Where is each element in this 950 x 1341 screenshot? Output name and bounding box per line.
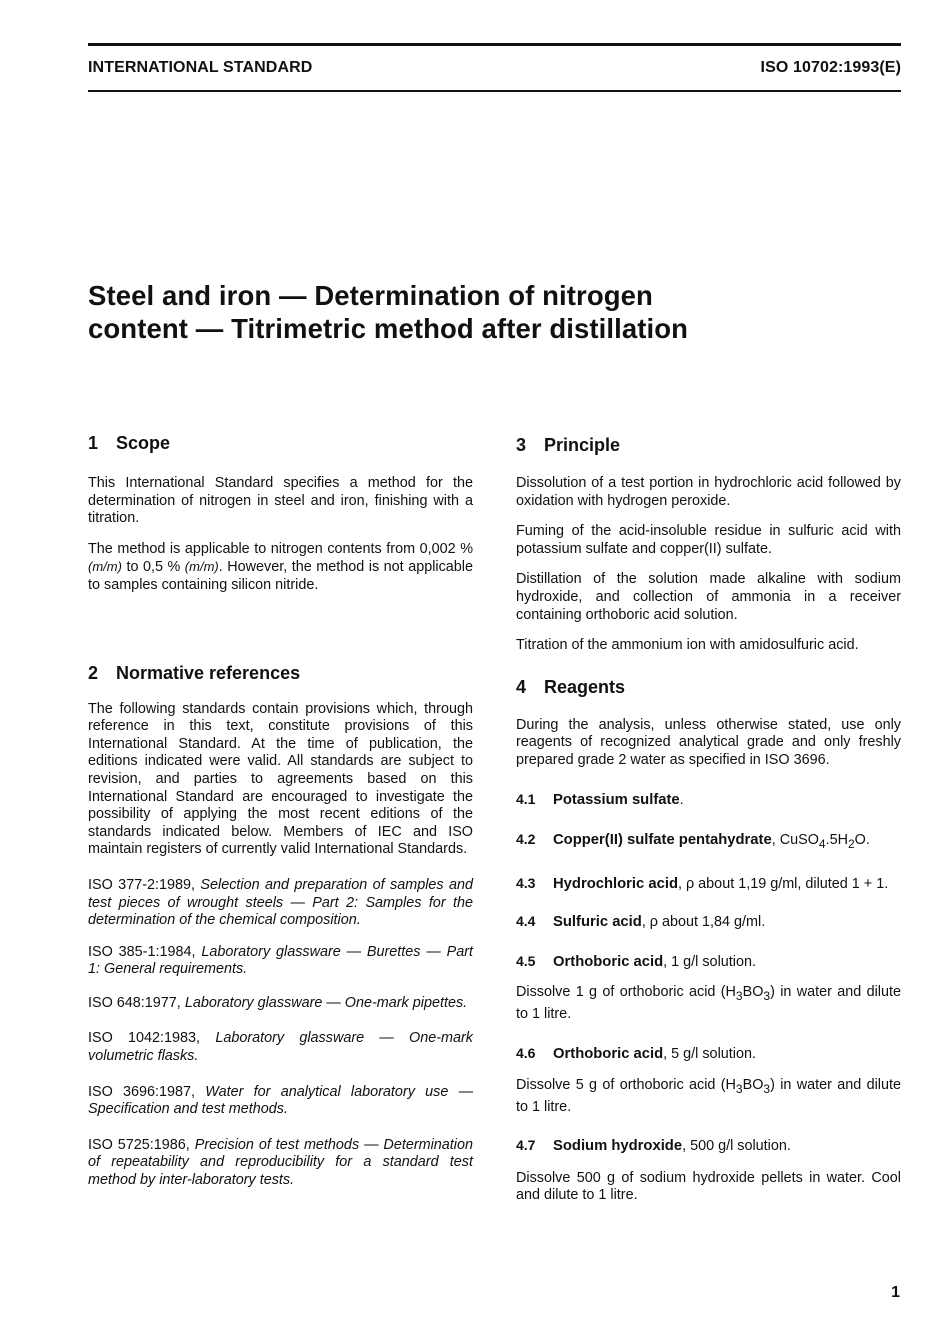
principle-paragraph: Distillation of the solution made alkaline with sodium hydroxide, and collection of ammonia in a receiver containing orthoboric acid solution. <box>516 571 901 623</box>
section-1-heading <box>88 431 473 455</box>
page-number: 1 <box>891 1284 900 1301</box>
section-title: Normative references <box>116 662 301 683</box>
section-number: 3 <box>516 435 527 455</box>
reference-item: ISO 648:1977, Laboratory glassware — One-mark pipettes. <box>88 994 468 1011</box>
top-rule-thick <box>88 43 901 46</box>
reagent-4-6: 4.6 Orthoboric acid, 5 g/l solution. <box>516 1045 756 1063</box>
document-title <box>88 279 688 345</box>
section-title: Scope <box>116 433 171 453</box>
reagent-4-5: 4.5 Orthoboric acid, 1 g/l solution. <box>516 952 756 970</box>
principle-paragraph: Fuming of the acid-insoluble residue in sulfuric acid with potassium sulfate and copper(II) sulfate. <box>516 523 901 557</box>
reagent-4-6-description: Dissolve 5 g of orthoboric acid $(H_3BO_3)$ in water and dilute to 1 litre. <box>516 1077 901 1115</box>
section-number: 4 <box>516 676 527 697</box>
right-column <box>516 431 901 1205</box>
reference-item: ISO 5725:1986, Precision of test methods — Determination of repeatability and reproducibility for a standard test method by inter-laboratory tests. <box>88 1136 474 1189</box>
mass-fraction-unit: (m/m) <box>88 559 122 575</box>
reagent-4-2: 4.2 Copper(II) sulfate pentahydrate, $CuSO_4.5H_2O$. <box>516 831 870 851</box>
section-2-heading <box>88 661 473 685</box>
reference-item: ISO 385-1:1984, Laboratory glassware — Burettes — Part 1: General requirements. <box>88 943 474 978</box>
reagent-4-1: 4.1 Potassium sulfate. <box>516 790 684 808</box>
reagents-intro: During the analysis, unless otherwise stated, use only reagents of recognized analytical grade and only freshly prepared grade 2 water as specified in ISO 3696. <box>516 716 901 768</box>
scope-paragraph-2: The method is applicable to nitrogen contents from 0,002 % (m/m) to 0,5 % (m/m). However, the method is not applicable to samples containing silicon nitride. <box>88 540 474 593</box>
principle-paragraph: Titration of the ammonium ion with amidosulfuric acid. <box>516 637 859 654</box>
reagent-4-3: 4.3 Hydrochloric acid, ρ about 1,19 g/ml, diluted 1 + 1. <box>516 874 889 892</box>
top-rule-thin <box>88 90 901 92</box>
normative-references-intro: The following standards contain provisions which, through reference in this text, constitute provisions of this International Standard. At the time of publication, the editions indicated were valid. All standards are subject to revision, and parties to agreements based on this International Standard are encouraged to investigate the possibility of applying the most recent editions of the standards indicated below. Members of IEC and ISO maintain registers of currently valid International Standards. <box>88 700 473 858</box>
reagent-4-5-description: Dissolve 1 g of orthoboric acid $(H_3BO_3)$ in water and dilute to 1 litre. <box>516 984 901 1022</box>
mass-fraction-unit: (m/m) <box>184 559 219 575</box>
section-4-heading <box>516 675 901 699</box>
title-line-1: Steel and iron — Determination of nitrogen <box>88 280 653 311</box>
reference-item: ISO 377-2:1989, Selection and preparation of samples and test pieces of wrought steels — Part 2: Samples for the determination of the chemical composition. <box>88 876 473 929</box>
header-right: ISO 10702:1993(E) <box>760 59 901 76</box>
reference-item: ISO 1042:1983, Laboratory glassware — One-mark volumetric flasks. <box>88 1030 473 1065</box>
reagent-4-4: 4.4 Sulfuric acid, ρ about 1,84 g/ml. <box>516 913 766 931</box>
reagent-4-7-description: Dissolve 500 g of sodium hydroxide pellets in water. Cool and dilute to 1 litre. <box>516 1169 901 1204</box>
section-number: 2 <box>88 662 99 683</box>
title-line-2: content — Titrimetric method after distillation <box>88 313 689 344</box>
reference-item: ISO 3696:1987, Water for analytical laboratory use — Specification and test methods. <box>88 1083 473 1118</box>
scope-paragraph-1: This International Standard specifies a method for the determination of nitrogen in steel and iron, finishing with a titration. <box>88 475 473 527</box>
section-title: Reagents <box>544 676 626 697</box>
reagent-4-7: 4.7 Sodium hydroxide, 500 g/l solution. <box>516 1137 791 1155</box>
section-title: Principle <box>544 435 621 455</box>
section-3-heading <box>516 433 901 457</box>
principle-paragraph: Dissolution of a test portion in hydrochloric acid followed by oxidation with hydrogen peroxide. <box>516 475 901 509</box>
section-number: 1 <box>88 433 99 453</box>
left-column <box>88 431 473 1204</box>
header-left: INTERNATIONAL STANDARD <box>88 59 313 76</box>
